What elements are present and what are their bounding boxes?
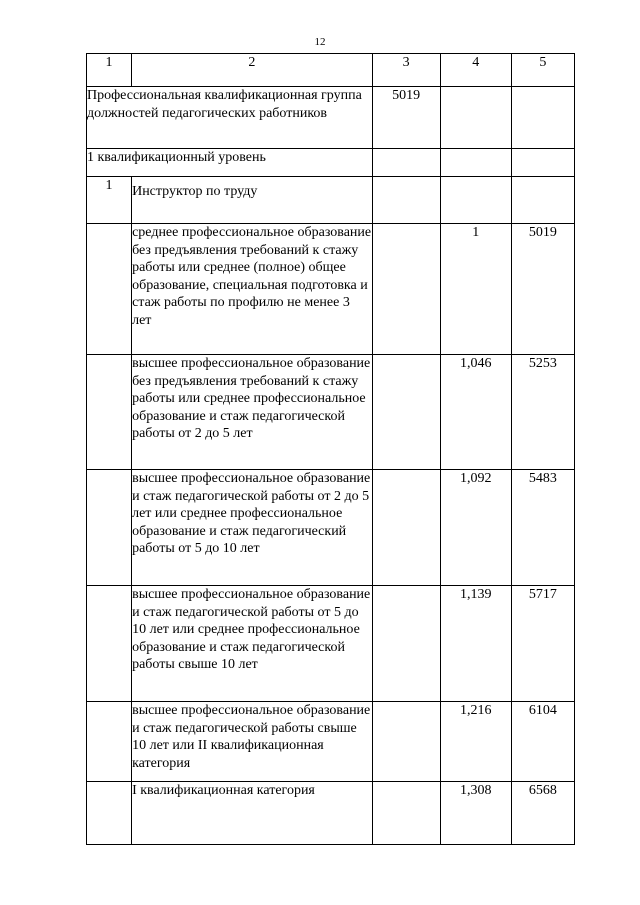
level-empty-4 — [440, 149, 511, 177]
coefficient: 1,046 — [440, 355, 511, 470]
level-empty-5 — [511, 149, 574, 177]
row-empty-3 — [372, 224, 440, 355]
row-empty-1 — [87, 224, 132, 355]
header-col-4: 4 — [440, 54, 511, 87]
salary: 5483 — [511, 470, 574, 586]
header-col-3: 3 — [372, 54, 440, 87]
table-row — [87, 470, 575, 586]
salary: 5253 — [511, 355, 574, 470]
salary: 6104 — [511, 702, 574, 782]
position-row — [87, 177, 575, 224]
requirement-text: среднее профессиональное образование без предъявления требований к стажу работы или среднее (полное) общее образование, специальная подготовка и стаж работы по профилю не менее 3 лет — [132, 224, 372, 355]
salary-table — [86, 53, 575, 845]
header-col-2: 2 — [132, 54, 372, 87]
salary: 6568 — [511, 782, 574, 845]
requirement-text: высшее профессиональное образование и стаж педагогической работы от 5 до 10 лет или среднее профессиональное образование и стаж педагогической работы свыше 10 лет — [132, 586, 372, 702]
row-empty-3 — [372, 702, 440, 782]
group-empty-5 — [511, 87, 574, 149]
table-row — [87, 224, 575, 355]
position-name: Инструктор по труду — [132, 177, 372, 224]
coefficient: 1,092 — [440, 470, 511, 586]
row-empty-1 — [87, 586, 132, 702]
level-title: 1 квалификационный уровень — [87, 149, 373, 177]
position-empty-5 — [511, 177, 574, 224]
position-empty-4 — [440, 177, 511, 224]
salary: 5019 — [511, 224, 574, 355]
coefficient: 1 — [440, 224, 511, 355]
salary: 5717 — [511, 586, 574, 702]
row-empty-3 — [372, 355, 440, 470]
requirement-text: высшее профессиональное образование без предъявления требований к стажу работы или среднее профессиональное образование и стаж педагогической работы от 2 до 5 лет — [132, 355, 372, 470]
row-empty-3 — [372, 782, 440, 845]
table-row — [87, 355, 575, 470]
row-empty-1 — [87, 470, 132, 586]
table-row — [87, 586, 575, 702]
table-row — [87, 782, 575, 845]
coefficient: 1,216 — [440, 702, 511, 782]
requirement-text: высшее профессиональное образование и стаж педагогической работы от 2 до 5 лет или среднее профессиональное образование и стаж педагогический работы от 5 до 10 лет — [132, 470, 372, 586]
coefficient: 1,139 — [440, 586, 511, 702]
header-col-1: 1 — [87, 54, 132, 87]
row-empty-1 — [87, 702, 132, 782]
row-empty-1 — [87, 782, 132, 845]
group-value: 5019 — [372, 87, 440, 149]
position-index: 1 — [87, 177, 132, 224]
requirement-text: высшее профессиональное образование и стаж педагогической работы свыше 10 лет или II квалификационная категория — [132, 702, 372, 782]
header-row — [87, 54, 575, 87]
level-empty-3 — [372, 149, 440, 177]
requirement-text: I квалификационная категория — [132, 782, 372, 845]
row-empty-3 — [372, 470, 440, 586]
row-empty-1 — [87, 355, 132, 470]
level-row — [87, 149, 575, 177]
page-number: 12 — [314, 36, 326, 48]
coefficient: 1,308 — [440, 782, 511, 845]
row-empty-3 — [372, 586, 440, 702]
position-empty-3 — [372, 177, 440, 224]
group-title: Профессиональная квалификационная группа должностей педагогических работников — [87, 87, 373, 149]
group-row — [87, 87, 575, 149]
table-row — [87, 702, 575, 782]
header-col-5: 5 — [511, 54, 574, 87]
group-empty-4 — [440, 87, 511, 149]
